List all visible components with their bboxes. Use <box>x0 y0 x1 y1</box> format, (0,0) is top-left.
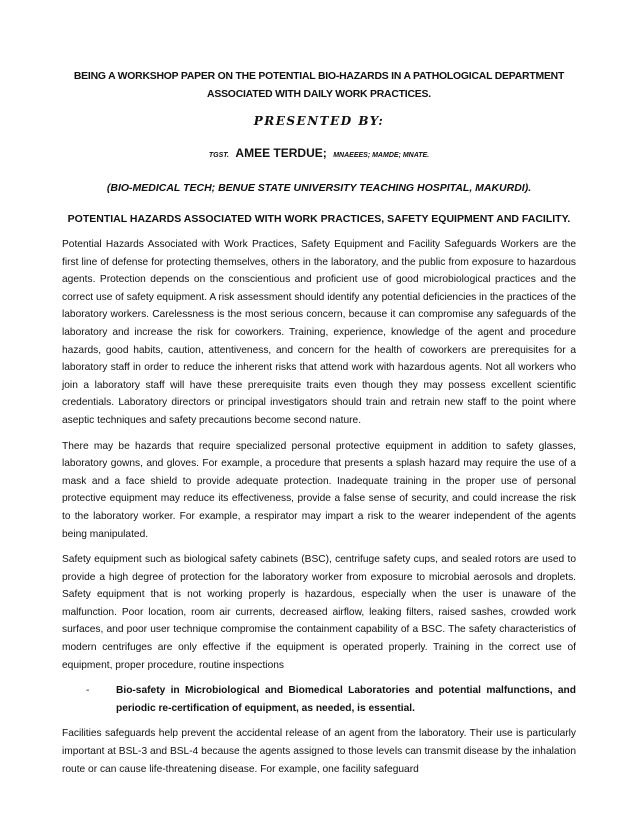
document-page <box>62 68 576 778</box>
paragraph-2: There may be hazards that require specialized personal protective equipment in addition to safety glasses, laboratory gowns, and gloves. For example, a procedure that presents a splash hazard may require the use of a mask and a face shield to provide adequate protection. Inadequate training in the proper use of personal protective equipment may reduce its effectiveness, provide a false sense of security, and could increase the risk to the laboratory worker. For example, a respirator may impart a risk to the wearer independent of the agents being manipulated. <box>62 440 576 540</box>
bullet-text: Bio-safety in Microbiological and Biomedical Laboratories and potential malfunctions, and periodic re-certification of equipment, as needed, is essential. <box>116 685 576 714</box>
section-heading: POTENTIAL HAZARDS ASSOCIATED WITH WORK PRACTICES, SAFETY EQUIPMENT AND FACILITY. <box>67 213 571 225</box>
paragraph-4: Facilities safeguards help prevent the accidental release of an agent from the laboratory. Their use is particularly important at BSL-3 and BSL-4 because the agents assigned to those levels can transmit disease by the inhalation route or can cause life-threatening disease. For example, one facility safeguard <box>62 728 576 775</box>
paragraph-3: Safety equipment such as biological safety cabinets (BSC), centrifuge safety cups, and sealed rotors are used to provide a high degree of protection for the laboratory worker from exposure to microbial aerosols and droplets. Safety equipment that is not working properly is hazardous, especially when the user is unaware of the malfunction. Poor location, room air currents, decreased airflow, leaking filters, raised sashes, crowded work surfaces, and poor user technique compromise the containment capability of a BSC. The safety characteristics of modern centrifuges are only effective if the equipment is operated properly. Training in the correct use of equipment, proper procedure, routine inspections <box>62 554 576 671</box>
document-title-line-2: ASSOCIATED WITH DAILY WORK PRACTICES. <box>207 89 431 100</box>
bullet-marker: - <box>86 685 90 697</box>
paragraph-1: Potential Hazards Associated with Work Practices, Safety Equipment and Facility Safeguards Workers are the first line of defense for protecting themselves, others in the laboratory, and the public from exposure to hazardous agents. Protection depends on the conscientious and proficient use of good microbiological practices and the correct use of safety equipment. A risk assessment should identify any potential deficiencies in the practices of the laboratory workers. Carelessness is the most serious concern, because it can compromise any safeguards of the laboratory and increase the risk for coworkers. Training, experience, knowledge of the agent and procedure hazards, good habits, caution, attentiveness, and concern for the health of coworkers are prerequisites for a laboratory staff in order to reduce the inherent risks that attend work with hazardous agents. Not all workers who join a laboratory staff will have these prerequisite traits even though they may possess excellent scientific credentials. Laboratory directors or principal investigators should train and retrain new staff to the point where aseptic techniques and safety precautions become second nature. <box>62 239 576 426</box>
title-block <box>62 68 576 104</box>
bullet-item <box>62 682 576 717</box>
author-name: AMEE TERDUE; <box>235 146 327 160</box>
presented-by: PRESENTED BY: <box>253 114 385 128</box>
author-affiliation: (BIO-MEDICAL TECH; BENUE STATE UNIVERSITY TEACHING HOSPITAL, MAKURDI). <box>106 182 532 194</box>
author-prefix: TGST. <box>208 152 229 159</box>
author-line <box>62 144 576 165</box>
document-title-line-1: BEING A WORKSHOP PAPER ON THE POTENTIAL BIO-HAZARDS IN A PATHOLOGICAL DEPARTMENT <box>73 71 565 82</box>
author-credentials: MNAEEES; MAMDE; MNATE. <box>333 152 430 159</box>
